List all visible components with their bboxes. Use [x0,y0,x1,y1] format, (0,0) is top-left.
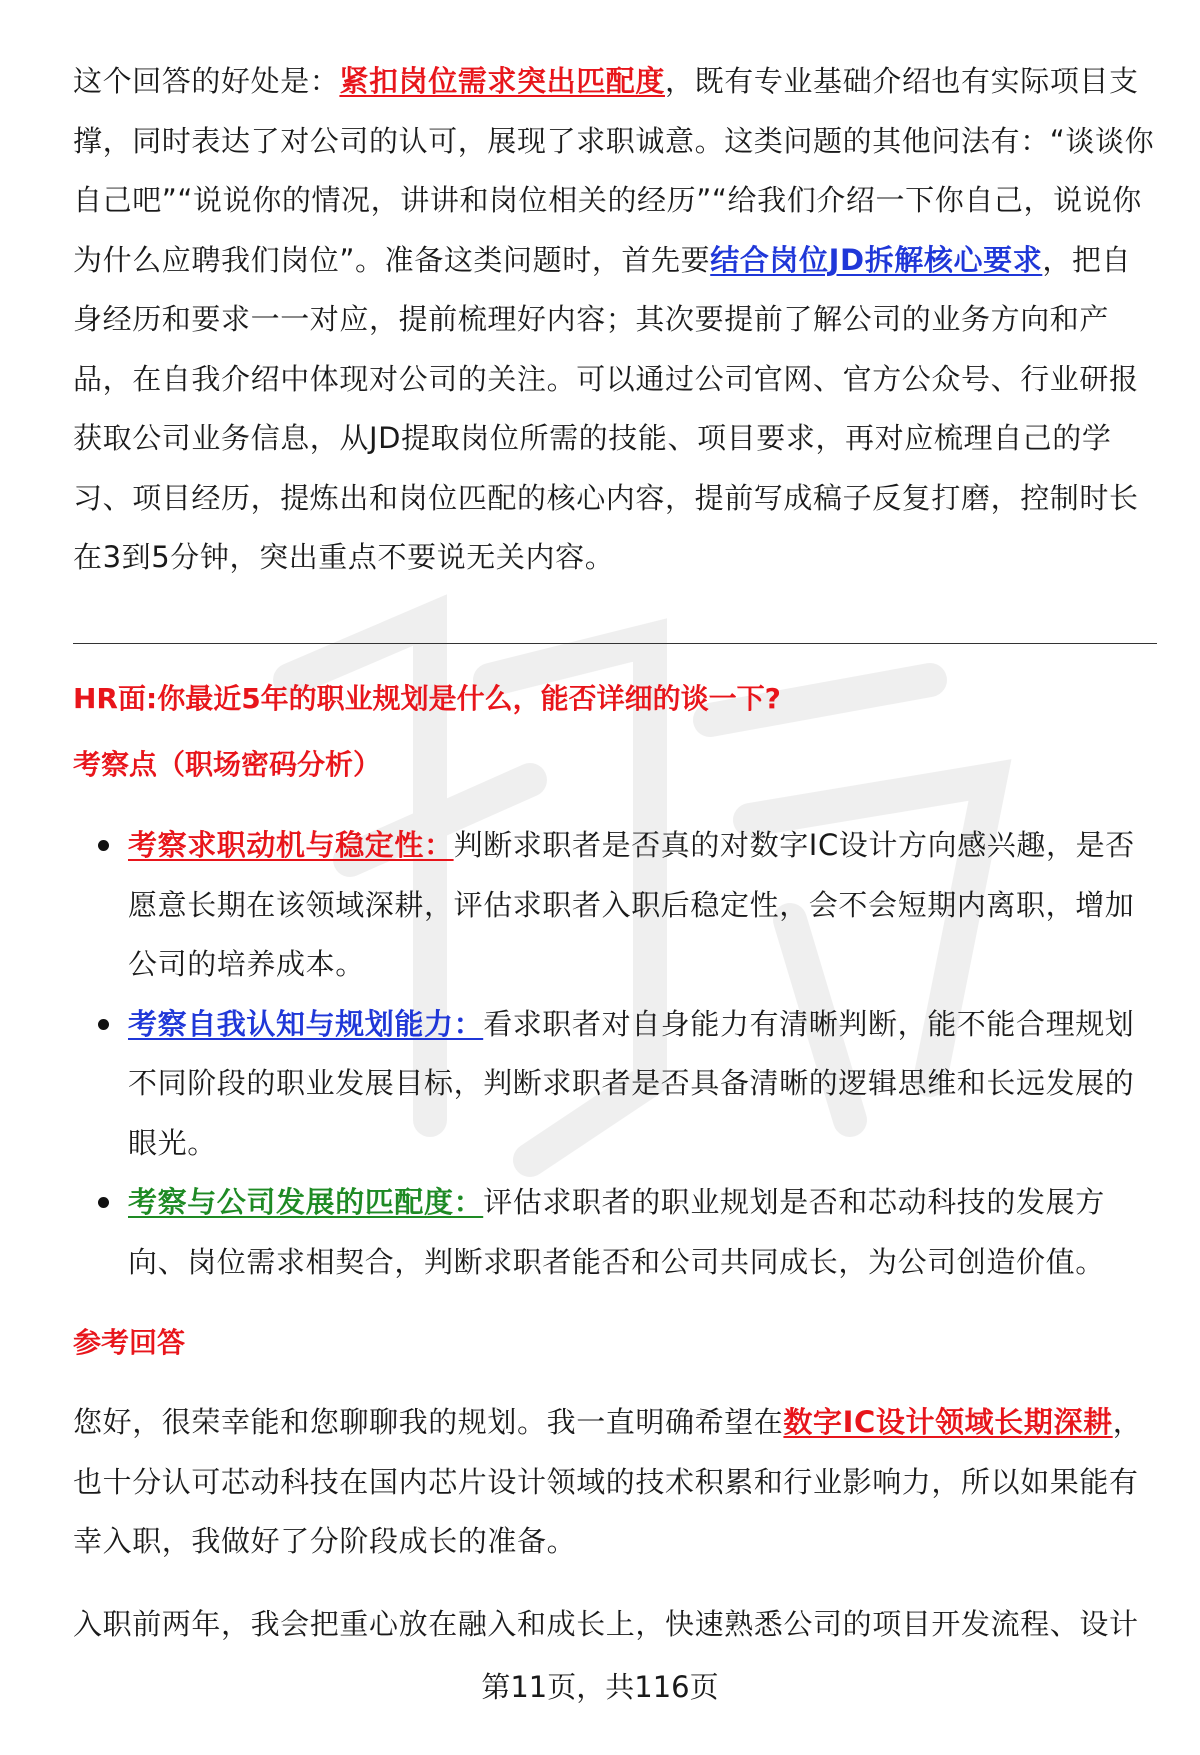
point-text-self-awareness: 看求职者对自身能力有清晰判断，能不能合理规划不同阶段的职业发展目标，判断求职者是否具备清晰的逻辑思维和长远发展的眼光。 [128,1006,1135,1160]
answer-paragraph [73,1393,1157,1572]
point-text-motivation: 判断求职者是否真的对数字IC设计方向感兴趣，是否愿意长期在该领域深耕，评估求职者入职后稳定性，会不会短期内离职，增加公司的培养成本。 [128,828,1135,981]
highlight-ic-design: 数字IC设计领域长期深耕 [783,1405,1113,1439]
point-label-motivation: 考察求职动机与稳定性： [128,828,454,862]
intro-text-1: 这个回答的好处是： [73,64,340,98]
point-label-self-awareness: 考察自我认知与规划能力： [128,1006,484,1041]
intro-text-3: ，把自身经历和要求一一对应，提前梳理好内容；其次要提前了解公司的业务方向和产品，在自我介绍中体现对公司的关注。可以通过公司官网、官方公众号、行业研报获取公司业务信息，从JD提取岗位所需的技能、项目要求，再对应梳理自己的学习、项目经历，提炼出和岗位匹配的核心内容，提前写成稿子反复打磨，控制时长在3到5分钟，突出重点不要说无关内容。 [73,242,1139,574]
list-item [73,1173,1157,1292]
question-title: HR面:你最近5年的职业规划是什么，能否详细的谈一下? [73,682,781,715]
point-text-company-fit: 评估求职者的职业规划是否和芯动科技的发展方向、岗位需求相契合，判断求职者能否和公司共同成长，为公司创造价值。 [128,1185,1105,1279]
answer-text-2: ，也十分认可芯动科技在国内芯片设计领域的技术积累和行业影响力，所以如果能有幸入职，我做好了分阶段成长的准备。 [73,1405,1143,1558]
intro-text-2: ，既有专业基础介绍也有实际项目支撑，同时表达了对公司的认可，展现了求职诚意。这类问题的其他问法有：“谈谈你自己吧”“说说你的情况，讲讲和岗位相关的经历”“给我们介绍一下你自己，说说你为什么应聘我们岗位”。准备这类问题时，首先要 [73,64,1155,277]
list-item [73,816,1157,995]
highlight-match-degree: 紧扣岗位需求突出匹配度 [339,64,666,98]
answer-heading: 参考回答 [73,1326,186,1359]
page-number: 第11页，共116页 [481,1670,719,1704]
point-label-company-fit: 考察与公司发展的匹配度： [128,1185,484,1219]
bullet-icon [98,1197,109,1208]
intro-paragraph [73,52,1157,588]
answer-paragraph-2: 入职前两年，我会把重心放在融入和成长上，快速熟悉公司的项目开发流程、设计 [73,1607,1139,1641]
section-divider [73,643,1157,644]
highlight-jd-requirements: 结合岗位JD拆解核心要求 [710,242,1043,277]
bullet-icon [98,840,109,851]
analysis-points-list [73,816,1157,1292]
list-item [73,995,1157,1174]
bullet-icon [98,1019,109,1030]
answer-text-1: 您好，很荣幸能和您聊聊我的规划。我一直明确希望在 [73,1405,784,1439]
analysis-heading: 考察点（职场密码分析） [73,748,382,781]
